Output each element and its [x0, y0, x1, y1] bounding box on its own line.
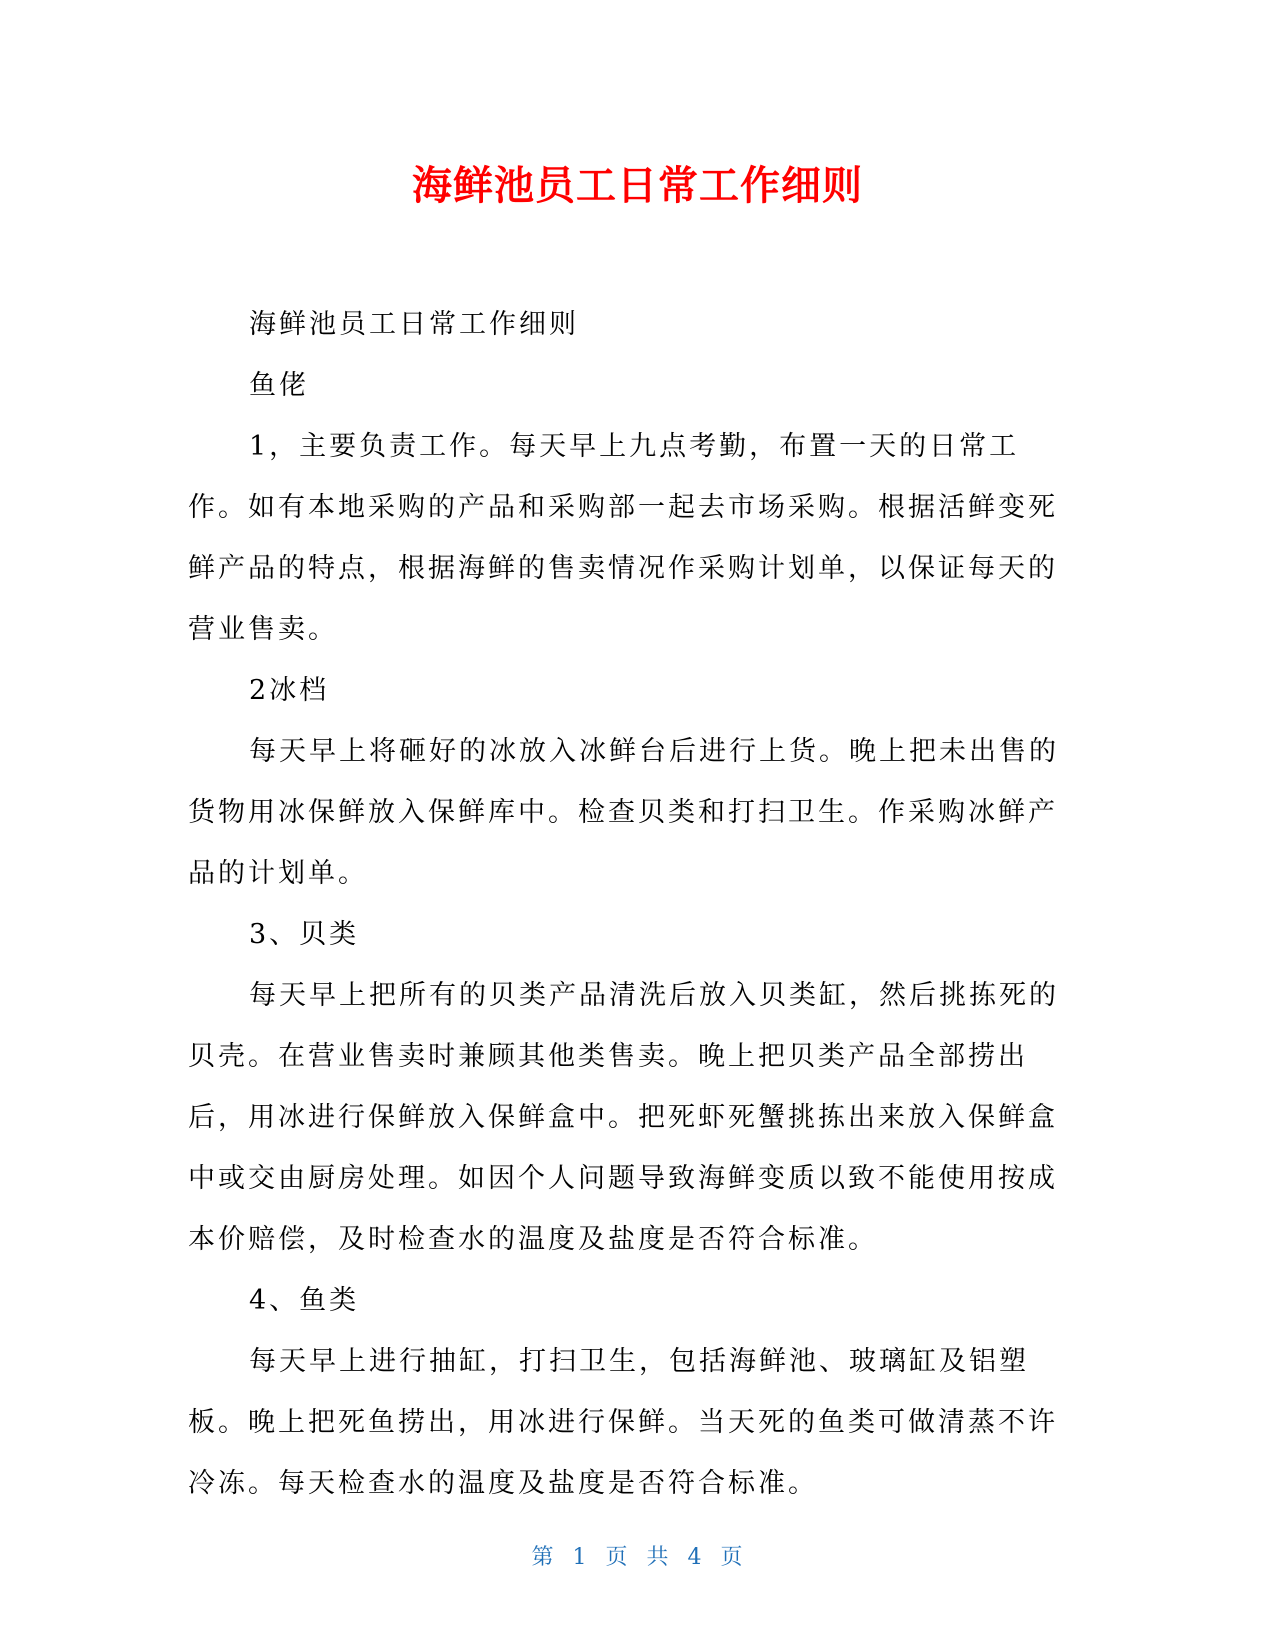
section-heading-ice-counter: 2冰档	[249, 675, 330, 706]
section-heading-fish: 4、鱼类	[249, 1285, 360, 1316]
page-number-footer: 第 1 页 共 4 页	[531, 1545, 744, 1570]
document-title: 海鲜池员工日常工作细则	[412, 163, 863, 209]
section-heading-fish-chief: 鱼佬	[249, 370, 309, 401]
body-paragraph: 1，主要负责工作。每天早上九点考勤，布置一天的日常工作。如有本地采购的产品和采购部一起去市场采购。根据活鲜变死鲜产品的特点，根据海鲜的售卖情况作采购计划单，以保证每天的营业售卖。	[188, 431, 1058, 645]
section-heading-shellfish: 3、贝类	[249, 919, 360, 950]
body-paragraph: 每天早上进行抽缸，打扫卫生，包括海鲜池、玻璃缸及铝塑板。晚上把死鱼捞出，用冰进行保鲜。当天死的鱼类可做清蒸不许冷冻。每天检查水的温度及盐度是否符合标准。	[188, 1346, 1058, 1499]
body-paragraph: 每天早上将砸好的冰放入冰鲜台后进行上货。晚上把未出售的货物用冰保鲜放入保鲜库中。检查贝类和打扫卫生。作采购冰鲜产品的计划单。	[188, 736, 1059, 889]
document-body	[188, 294, 1068, 1514]
body-paragraph: 每天早上把所有的贝类产品清洗后放入贝类缸，然后挑拣死的贝壳。在营业售卖时兼顾其他类售卖。晚上把贝类产品全部捞出后，用冰进行保鲜放入保鲜盒中。把死虾死蟹挑拣出来放入保鲜盒中或交由厨房处理。如因个人问题导致海鲜变质以致不能使用按成本价赔偿，及时检查水的温度及盐度是否符合标准。	[188, 980, 1059, 1255]
subtitle-paragraph: 海鲜池员工日常工作细则	[249, 309, 579, 340]
